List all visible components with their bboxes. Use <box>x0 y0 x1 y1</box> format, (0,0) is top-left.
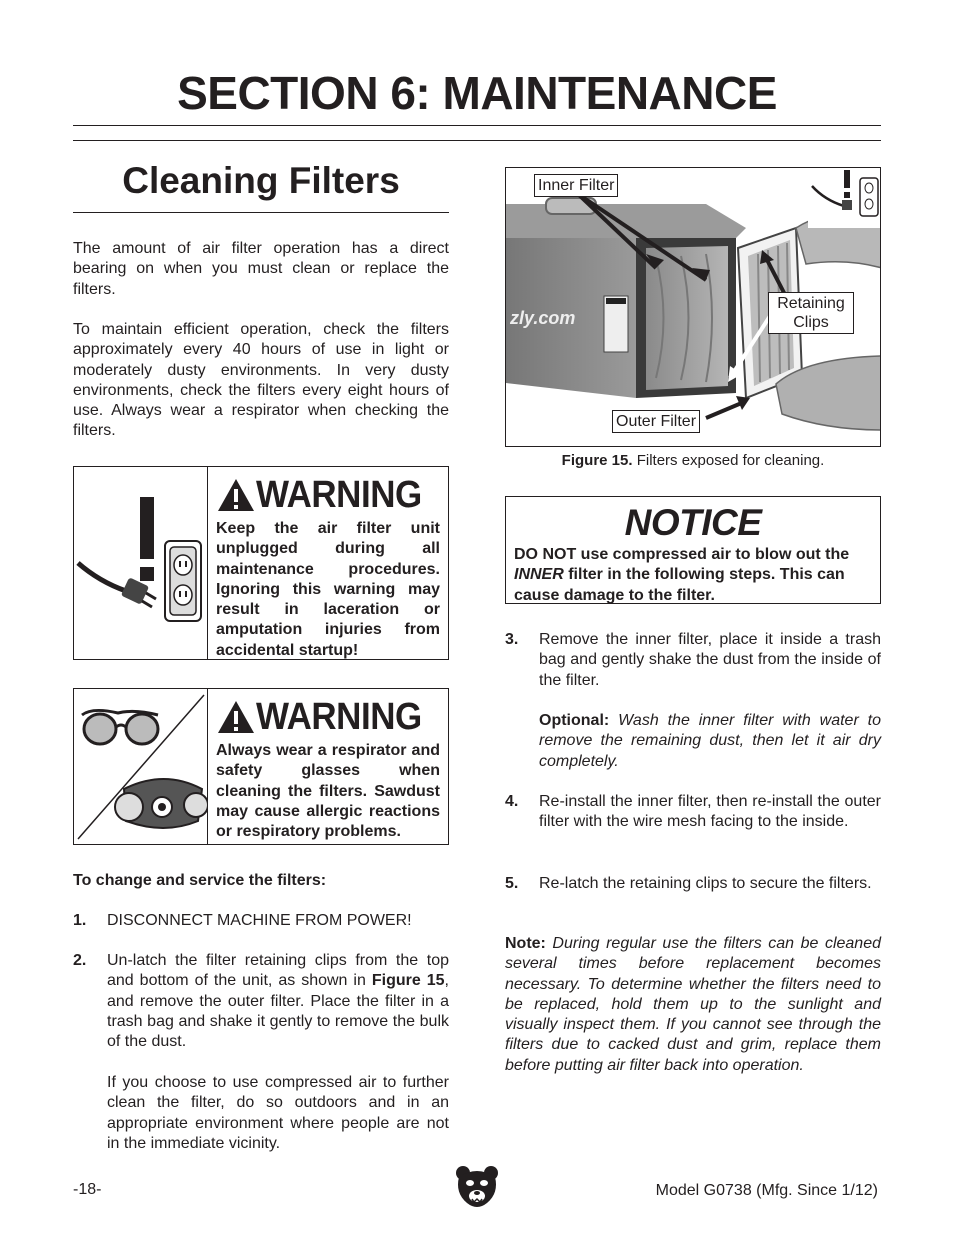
procedure-heading: To change and service the filters: <box>73 872 327 889</box>
title-rule-top <box>73 125 881 126</box>
callout-inner-filter: Inner Filter <box>534 174 618 197</box>
step-3 <box>505 630 881 780</box>
warning-box-unplug <box>73 466 449 660</box>
step-text: Remove the inner filter, place it inside a trash bag and gently shake the dust from the inside of the filter. <box>539 631 881 689</box>
callout-outer-filter: Outer Filter <box>612 410 700 433</box>
figure-15-image <box>505 167 881 447</box>
warning-box-respirator <box>73 688 449 845</box>
model-info: Model G0738 (Mfg. Since 1/12) <box>655 1182 878 1199</box>
warning-text: Keep the air filter unit unplugged during all maintenance procedures. Ignoring this warning may result in laceration or amputation injuries from accidental startup! <box>216 520 440 659</box>
step-text: Re-install the inner filter, then re-install the outer filter with the wire mesh facing to the inside. <box>539 793 881 831</box>
step-5 <box>505 874 881 918</box>
warning-triangle-icon <box>216 699 256 735</box>
step-text: Un-latch the filter retaining clips from the top and bottom of the unit, as shown in Figure 15, and remove the outer filter. Place the filter in a trash bag and shake it gently to remove the bulk of the dust. <box>107 952 449 1051</box>
warning-triangle-icon <box>216 477 256 513</box>
step-2 <box>73 951 449 1161</box>
warning-label: WARNING <box>256 695 422 738</box>
note-paragraph: Note: During regular use the filters can be cleaned several times before replacement becomes necessary. To determine whether the filters need to be replaced, hold them up to the sunlight and visually inspect them. If you cannot see through the filters due to cacked dust and grim, replace them before putting air filter back into operation. <box>505 935 881 1074</box>
callout-retaining-clips: Retaining Clips <box>768 292 854 334</box>
safety-gear-icon <box>74 689 208 844</box>
logo-text: zly.com <box>510 308 576 328</box>
step-number: 4. <box>505 793 519 810</box>
warning-label: WARNING <box>256 473 422 516</box>
heading-rule <box>73 212 449 213</box>
step-extra-text: If you choose to use compressed air to further clean the filter, do so outdoors and in an appropriate environment where people are not in the immediate vicinity. <box>107 1074 449 1152</box>
notice-text: DO NOT use compressed air to blow out the INNER filter in the following steps. This can cause damage to the filter. <box>514 546 850 604</box>
step-number: 2. <box>73 952 87 969</box>
figure-caption: Figure 15. Filters exposed for cleaning. <box>561 452 825 469</box>
intro-paragraph-2: To maintain efficient operation, check the filters approximately every 40 hours of use in light or moderately dusty environments. In very dusty environments, check the filters every eight hours of use. Always wear a respirator when checking the filters. <box>73 321 449 440</box>
step-4 <box>505 792 881 856</box>
step-number: 1. <box>73 912 87 929</box>
title-rule-bottom <box>73 140 881 141</box>
grizzly-bear-logo-icon <box>453 1163 501 1211</box>
notice-box <box>505 496 881 604</box>
intro-paragraph-1: The amount of air filter operation has a direct bearing on when you must clean or replace the filters. <box>73 240 449 298</box>
warning-text: Always wear a respirator and safety glasses when cleaning the filters. Sawdust may cause allergic reactions or respiratory problems. <box>216 742 440 841</box>
page-number: -18- <box>73 1181 102 1198</box>
unplug-icon <box>74 467 208 659</box>
section-title: SECTION 6: MAINTENANCE <box>177 67 777 119</box>
step-number: 3. <box>505 631 519 648</box>
step-text: Re-latch the retaining clips to secure the filters. <box>539 875 872 892</box>
notice-label: NOTICE <box>624 502 762 543</box>
step-1 <box>73 911 449 933</box>
step-number: 5. <box>505 875 519 892</box>
step-optional: Optional: Wash the inner filter with water to remove the remaining dust, then let it air dry completely. <box>539 712 881 770</box>
page-heading: Cleaning Filters <box>122 160 400 201</box>
step-text: DISCONNECT MACHINE FROM POWER! <box>107 912 412 929</box>
